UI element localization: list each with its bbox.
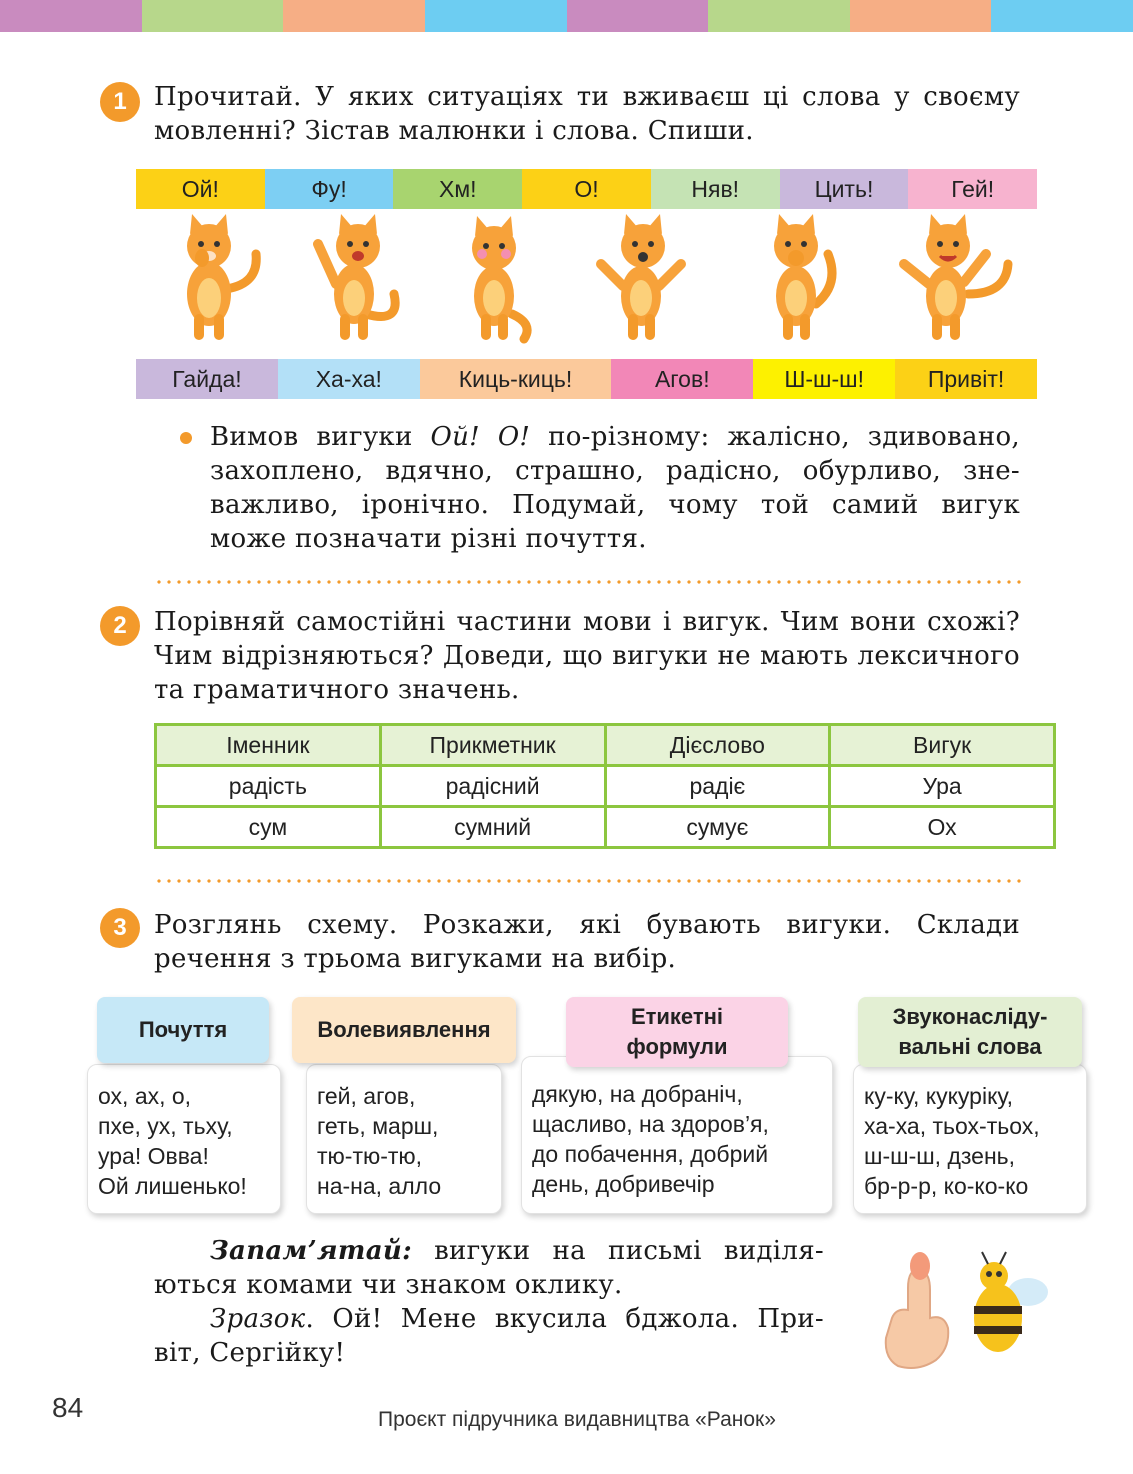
table-header-cell: Іменник <box>156 725 381 766</box>
color-stripe <box>0 0 1133 32</box>
table-row <box>156 766 1055 807</box>
table-header-row <box>156 725 1055 766</box>
interjection-word: Ха-ха! <box>278 359 420 399</box>
cat-icon <box>306 214 406 344</box>
scheme-head-line: Етикетні <box>630 1004 724 1029</box>
scheme-item: щасливо, на здоров’я, <box>532 1111 769 1137</box>
scheme-item: день, добривечір <box>532 1171 715 1197</box>
table-header-cell: Дієслово <box>605 725 830 766</box>
parts-of-speech-table <box>154 723 1056 849</box>
interjection-word: Ой! <box>136 169 265 209</box>
task-number-2: 2 <box>100 606 140 646</box>
bullet-emphasis: Ой! О! <box>430 422 531 452</box>
task2-line: Порівняй самостійні частини мови і вигук. Чим вони схожі? <box>154 607 1020 637</box>
interjection-word: Ш-ш-ш! <box>753 359 895 399</box>
cat-icon <box>896 214 1016 344</box>
scheme-head-etiquette <box>566 997 788 1067</box>
finger-icon <box>886 1252 949 1368</box>
scheme-item: до побачення, добрий <box>532 1141 769 1167</box>
scheme-item: гей, агов, <box>317 1083 416 1109</box>
cat-icon <box>591 214 691 344</box>
scheme-item: Ой лишенько! <box>98 1173 247 1199</box>
finger-bee-illustration <box>878 1248 1058 1373</box>
task1-line: мовленні? Зістав малюнки і слова. Спиши. <box>154 116 754 146</box>
task2-line: та граматичного значень. <box>154 675 520 705</box>
bullet-text-part: важливо, іронічно. Подумай, чому той самий вигук <box>210 490 1020 520</box>
interjection-word: Гайда! <box>136 359 278 399</box>
bullet-line <box>210 420 1020 454</box>
task1-text <box>154 80 1020 148</box>
bee-icon <box>974 1252 1048 1352</box>
scheme-item: ку-ку, кукуріку, <box>864 1083 1013 1109</box>
table-header-cell: Прикметник <box>380 725 605 766</box>
bullet-text <box>210 420 1020 556</box>
bullet-text-part: по-різному: жалісно, здивовано, <box>530 422 1020 452</box>
scheme-item: тю-тю-тю, <box>317 1143 423 1169</box>
stripe-segment <box>283 0 425 32</box>
top-word-row <box>136 169 1037 209</box>
remember-line: ються комами чи знаком оклику. <box>154 1270 623 1300</box>
scheme-item: пхе, ух, тьху, <box>98 1113 233 1139</box>
scheme-box-feelings <box>87 1064 281 1214</box>
remember-line <box>154 1234 824 1268</box>
scheme-head-line: Звуконасліду- <box>892 1004 1048 1029</box>
bullet-dot <box>180 432 192 444</box>
table-row <box>156 807 1055 848</box>
task3-line: речення з трьома вигуками на вибір. <box>154 944 677 974</box>
cat-icon <box>454 214 544 344</box>
task2-line: Чим відрізняються? Доведи, що вигуки не мають лексичного <box>154 641 1020 671</box>
task-number-1: 1 <box>100 82 140 122</box>
stripe-segment <box>425 0 567 32</box>
remember-label: Запам’ятай: <box>210 1236 412 1266</box>
scheme-item: ш-ш-ш, дзень, <box>864 1143 1016 1169</box>
remember-block <box>154 1234 824 1370</box>
bullet-line <box>210 522 1020 556</box>
interjection-word: Агов! <box>611 359 753 399</box>
page-number: 84 <box>52 1392 84 1423</box>
scheme-head-line: вальні слова <box>898 1034 1042 1059</box>
sample-label: Зразок <box>210 1304 306 1334</box>
task-number-3: 3 <box>100 908 140 948</box>
stripe-segment <box>0 0 142 32</box>
scheme-head-will: Волевиявлення <box>292 997 516 1063</box>
interjection-word: Киць-киць! <box>420 359 612 399</box>
scheme-item: геть, марш, <box>317 1113 439 1139</box>
scheme-item: дякую, на добраніч, <box>532 1081 743 1107</box>
scheme-box-onomatopoeia <box>853 1064 1087 1214</box>
scheme-item: ох, ах, о, <box>98 1083 192 1109</box>
scheme-head-line: формули <box>626 1034 728 1059</box>
remember-line: віт, Сергійку! <box>154 1338 346 1368</box>
scheme-head-onomatopoeia <box>858 997 1082 1067</box>
stripe-segment <box>850 0 992 32</box>
table-cell: сумний <box>380 807 605 848</box>
table-cell: радісний <box>380 766 605 807</box>
table-cell: Ох <box>830 807 1055 848</box>
table-cell: сум <box>156 807 381 848</box>
task3-text <box>154 908 1020 976</box>
interjection-word: Привіт! <box>895 359 1037 399</box>
table-cell: радіє <box>605 766 830 807</box>
table-cell: радість <box>156 766 381 807</box>
bullet-line <box>210 488 1020 522</box>
table-header-cell: Вигук <box>830 725 1055 766</box>
remember-text: вигуки на письмі виділя- <box>411 1236 824 1266</box>
bottom-word-row <box>136 359 1037 399</box>
task2-text <box>154 605 1020 707</box>
remember-text: . Ой! Мене вкусила бджола. При- <box>305 1304 824 1334</box>
stripe-segment <box>567 0 709 32</box>
scheme-item: ура! Овва! <box>98 1143 209 1169</box>
interjection-word: О! <box>522 169 651 209</box>
cats-illustration <box>136 214 1036 354</box>
scheme-box-will <box>306 1064 502 1214</box>
remember-line <box>154 1302 824 1336</box>
cat-icon <box>164 214 264 344</box>
table-cell: Ура <box>830 766 1055 807</box>
dotted-divider <box>154 580 1024 584</box>
dotted-divider <box>154 879 1024 883</box>
cat-icon <box>748 214 848 344</box>
interjection-word: Гей! <box>908 169 1037 209</box>
scheme-item: бр-р-р, ко-ко-ко <box>864 1173 1029 1199</box>
interjection-word: Фу! <box>265 169 394 209</box>
scheme-box-etiquette <box>521 1056 833 1214</box>
interjection-word: Няв! <box>651 169 780 209</box>
stripe-segment <box>708 0 850 32</box>
scheme-head-feelings: Почуття <box>97 997 269 1063</box>
table-cell: сумує <box>605 807 830 848</box>
stripe-segment <box>991 0 1133 32</box>
scheme-item: ха-ха, тьох-тьох, <box>864 1113 1040 1139</box>
bullet-text-part: захоплено, вдячно, страшно, радісно, обурливо, зне- <box>210 456 1020 486</box>
interjection-word: Хм! <box>393 169 522 209</box>
task3-line: Розглянь схему. Розкажи, які бувають вигуки. Склади <box>154 910 1020 940</box>
bullet-line <box>210 454 1020 488</box>
footer-text: Проєкт підручника видавництва «Ранок» <box>378 1408 776 1431</box>
bullet-text-part: Вимов вигуки <box>210 422 431 452</box>
interjection-word: Цить! <box>780 169 909 209</box>
bullet-text-part: може позначати різні почуття. <box>210 524 647 554</box>
stripe-segment <box>142 0 284 32</box>
scheme-item: на-на, алло <box>317 1173 442 1199</box>
task1-line: Прочитай. У яких ситуаціях ти вживаєш ці слова у своєму <box>154 82 1020 112</box>
